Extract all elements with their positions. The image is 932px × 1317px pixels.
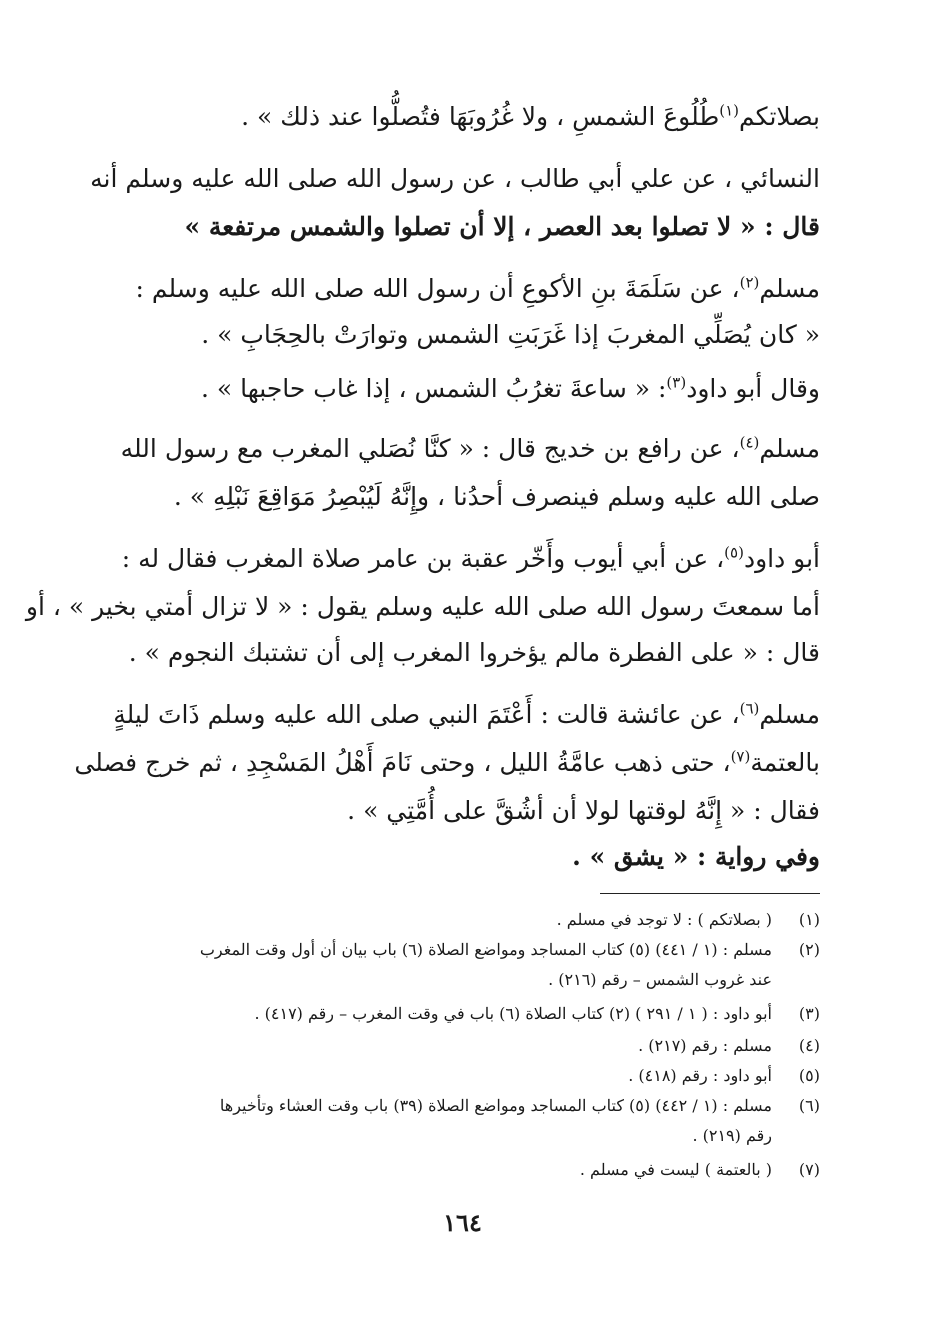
footnote-marker-6: (٦) bbox=[739, 699, 760, 718]
body-line-6: وقال أبو داود$^{(٣)}$: « ساعةَ تغرُبُ الشمس ، إذا غاب حاجبها » . bbox=[201, 373, 820, 403]
body-line-12: مسلم$^{(٦)}$، عن عائشة قالت : أَعْتَمَ النبي صلى الله عليه وسلم ذَاتَ ليلةٍ bbox=[113, 699, 820, 729]
body-line-2: النسائي ، عن علي أبي طالب ، عن رسول الله صلى الله عليه وسلم أنه bbox=[90, 164, 820, 193]
footnote-marker-1: (١) bbox=[719, 101, 740, 120]
body-line-8: صلى الله عليه وسلم فينصرف أحدُنا ، وإِنَّهُ لَيُبْصِرُ مَوَاقِعَ نَبْلِهِ » . bbox=[173, 482, 820, 511]
page-number: ١٦٤ bbox=[443, 1208, 482, 1237]
body-line-11: قال : « على الفطرة مالم يؤخروا المغرب إلى أن تشتبك النجوم » . bbox=[128, 638, 820, 667]
body-line-14: فقال : « إِنَّهُ لوقتها لولا أن أشُقَّ على أُمَّتِي » . bbox=[347, 796, 820, 825]
body-line-7: مسلم$^{(٤)}$، عن رافع بن خديج قال : « كنَّا نُصَلي المغرب مع رسول الله bbox=[120, 433, 820, 463]
body-line-13: بالعتمة$^{(٧)}$، حتى ذهب عامَّةُ الليل ، وحتى نَامَ أَهْلُ المَسْجِدِ ، ثم خرج فصلى bbox=[74, 747, 820, 777]
footnote-marker-4: (٤) bbox=[739, 433, 760, 452]
body-line-1: بصلاتكم$^{(١)}$طُلُوعَ الشمسِ ، ولا غُرُوبَهَا فتُصلُّوا عند ذلك » . bbox=[241, 101, 820, 131]
footnote-separator bbox=[600, 893, 820, 894]
footnote-marker-3: (٣) bbox=[666, 373, 687, 392]
body-line-15: وفي رواية : « يشق » . bbox=[572, 842, 820, 871]
footnote-marker-2: (٢) bbox=[739, 273, 760, 292]
body-line-5: « كان يُصَلِّي المغربَ إذا غَرَبَتِ الشمس وتوارَتْ بالحِجَابِ » . bbox=[201, 320, 820, 349]
body-line-4: مسلم$^{(٢)}$، عن سَلَمَةَ بنِ الأكوعِ أن رسول الله صلى الله عليه وسلم : bbox=[135, 273, 820, 303]
page-body: بصلاتكم$^{(١)}$طُلُوعَ الشمسِ ، ولا غُرُوبَهَا فتُصلُّوا عند ذلك » . النسائي ، عن علي أبي طالب ، عن رسول الله صلى الله عليه وسلم أنه قال : « لا تصلوا بعد العصر ، إلا أن تصلوا والشمس مرتفعة » مسلم$^{(٢)}$، عن سَلَمَةَ بنِ الأكوعِ أن رسول الله صلى الله عليه وسلم : « كان يُصَلِّي المغربَ إذا غَرَبَتِ الشمس وتوارَتْ بالحِجَابِ » . وقال أبو داود$^{(٣)}$: « ساعةَ تغرُبُ الشمس ، إذا غاب حاجبها » . مسلم$^{(٤)}$، عن رافع بن خديج قال : « كنَّا نُصَلي المغرب مع رسول الله صلى الله عليه وسلم فينصرف أحدُنا ، وإِنَّهُ لَيُبْصِرُ مَوَاقِعَ نَبْلِهِ » . أبو داود$^{(٥)}$، عن أبي أيوب وأَخّر عقبة بن عامر صلاة المغرب فقال له : أما سمعتَ رسول الله صلى الله عليه وسلم يقول : « لا تزال أمتي بخير » ، أو قال : « على الفطرة مالم يؤخروا المغرب إلى أن تشتبك النجوم » . مسلم$^{(٦)}$، عن عائشة قالت : أَعْتَمَ النبي صلى الله عليه وسلم ذَاتَ ليلةٍ بالعتمة$^{(٧)}$، حتى ذهب عامَّةُ الليل ، وحتى نَامَ أَهْلُ المَسْجِدِ ، ثم خرج فصلى فقال : « إِنَّهُ لوقتها لولا أن أشُقَّ على أُمَّتِي » . وفي رواية : « يشق » . (١) ( بصلاتكم ) : لا توجد في مسلم . (٢) مسلم : (١ / ٤٤١) (٥) كتاب المساجد ومواضع الصلاة (٦) باب بيان أن أول وقت المغرب عند غروب الشمس – رقم (٢١٦) . (٣) أبو داود : ( ١ / ٢٩١ ) (٢) كتاب الصلاة (٦) باب في وقت المغرب – رقم (٤١٧) . (٤) مسلم : رقم (٢١٧) . (٥) أبو داود : رقم (٤١٨) . (٦) مسلم : (١ / ٤٤٢) (٥) كتاب المساجد ومواضع الصلاة (٣٩) باب وقت العشاء وتأخيرها رقم (٢١٩) . (٧) ( بالعتمة ) ليست في مسلم . ١٦٤ bbox=[105, 88, 820, 1248]
body-line-10: أما سمعتَ رسول الله صلى الله عليه وسلم يقول : « لا تزال أمتي بخير » ، أو bbox=[25, 592, 820, 621]
body-line-9: أبو داود$^{(٥)}$، عن أبي أيوب وأَخّر عقبة بن عامر صلاة المغرب فقال له : bbox=[121, 543, 820, 573]
footnote-marker-5: (٥) bbox=[724, 543, 744, 562]
body-line-3: قال : « لا تصلوا بعد العصر ، إلا أن تصلوا والشمس مرتفعة » bbox=[184, 212, 820, 241]
footnote-marker-7: (٧) bbox=[730, 747, 751, 766]
